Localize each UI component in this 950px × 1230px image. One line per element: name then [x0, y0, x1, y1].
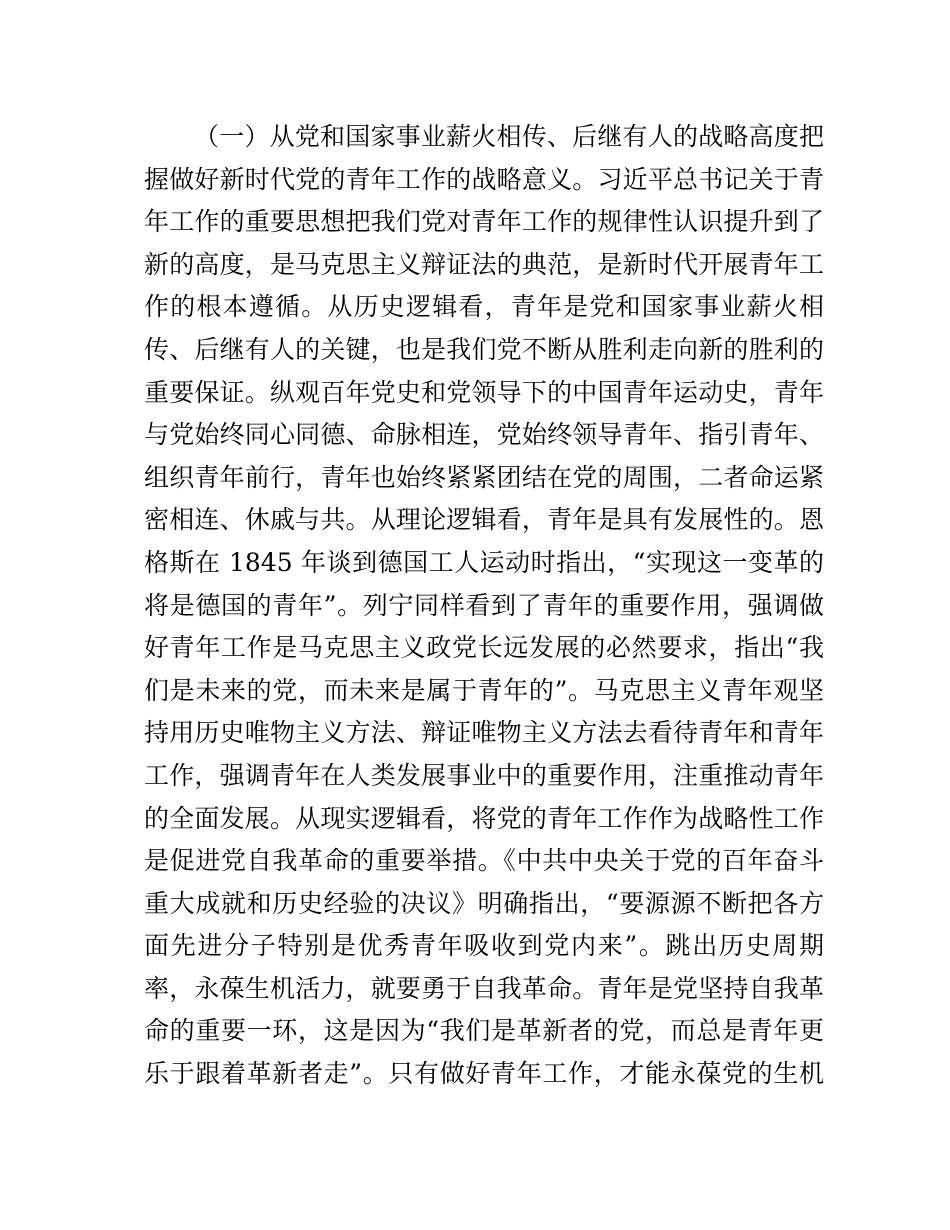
- text-line-22: 命的重要一环，这是因为“我们是革新者的党，而总是青年更: [144, 1016, 824, 1046]
- text-line-17: 的全面发展。从现实逻辑看，将党的青年工作作为战略性工作: [144, 803, 824, 833]
- text-line-6: 传、后继有人的关键，也是我们党不断从胜利走向新的胜利的: [144, 334, 824, 364]
- text-line-2: 握做好新时代党的青年工作的战略意义。习近平总书记关于青: [144, 164, 824, 194]
- text-line-11: 格斯在 1845 年谈到德国工人运动时指出，“实现这一变革的: [144, 547, 824, 577]
- text-line-5: 作的根本遵循。从历史逻辑看，青年是党和国家事业薪火相: [144, 292, 824, 322]
- text-line-20: 面先进分子特别是优秀青年吸收到党内来”。跳出历史周期: [144, 931, 824, 961]
- text-line-19: 重大成就和历史经验的决议》明确指出，“要源源不断把各方: [144, 888, 824, 918]
- text-line-15: 持用历史唯物主义方法、辩证唯物主义方法去看待青年和青年: [144, 718, 824, 748]
- text-line-3: 年工作的重要思想把我们党对青年工作的规律性认识提升到了: [144, 207, 824, 237]
- text-line-1: （一）从党和国家事业薪火相传、后继有人的战略高度把: [194, 122, 824, 151]
- text-line-23: 乐于跟着革新者走”。只有做好青年工作，才能永葆党的生机: [144, 1059, 824, 1089]
- text-line-9: 组织青年前行，青年也始终紧紧团结在党的周围，二者命运紧: [144, 462, 824, 492]
- text-line-21: 率，永葆生机活力，就要勇于自我革命。青年是党坚持自我革: [144, 973, 824, 1003]
- text-line-8: 与党始终同心同德、命脉相连，党始终领导青年、指引青年、: [144, 420, 824, 450]
- text-line-10: 密相连、休戚与共。从理论逻辑看，青年是具有发展性的。恩: [144, 505, 824, 535]
- text-line-4: 新的高度，是马克思主义辩证法的典范，是新时代开展青年工: [144, 249, 824, 279]
- body-paragraph: [144, 116, 824, 1096]
- text-line-18: 是促进党自我革命的重要举措。《中共中央关于党的百年奋斗: [144, 846, 824, 876]
- text-line-16: 工作，强调青年在人类发展事业中的重要作用，注重推动青年: [144, 760, 824, 790]
- text-line-14: 们是未来的党，而未来是属于青年的”。马克思主义青年观坚: [144, 675, 824, 705]
- text-line-7: 重要保证。纵观百年党史和党领导下的中国青年运动史，青年: [144, 377, 824, 407]
- text-line-12: 将是德国的青年”。列宁同样看到了青年的重要作用，强调做: [144, 590, 824, 620]
- text-line-13: 好青年工作是马克思主义政党长远发展的必然要求，指出“我: [144, 633, 824, 663]
